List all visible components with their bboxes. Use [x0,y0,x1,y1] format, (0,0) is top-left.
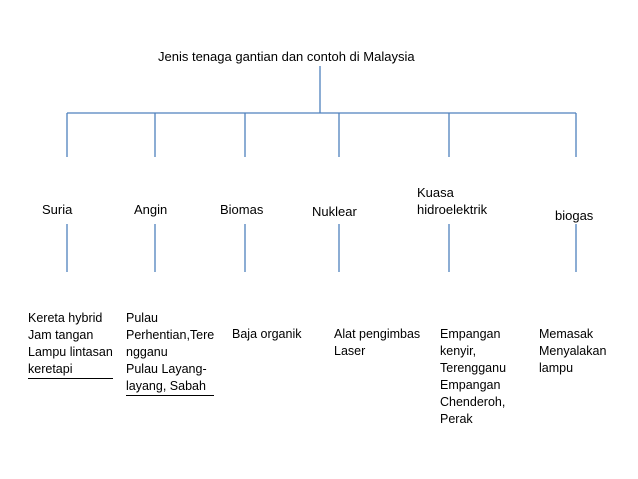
examples-suria-underlined-block: Kereta hybrid Jam tangan Lampu lintasan keretapi [28,310,113,379]
examples-angin-underlined-block: Pulau Perhentian,Tere ngganu Pulau Layang- layang, Sabah [126,310,214,396]
examples-kuasa-hidroelektrik: Empangan kenyir, Terengganu Empangan Chenderoh, Perak [440,327,507,426]
category-label-kuasa-hidroelektrik: Kuasa hidroelektrik [417,185,488,217]
category-label-angin: Angin [134,202,168,217]
examples-nuklear: Alat pengimbas Laser [334,327,421,358]
examples-biogas: Memasak Menyalakan lampu [539,327,607,375]
diagram-title: Jenis tenaga gantian dan contoh di Malaysia [158,49,415,64]
category-label-nuklear: Nuklear [312,204,357,219]
category-label-suria: Suria [42,202,73,217]
examples-suria [28,310,113,379]
category-label-biogas: biogas [555,208,594,223]
category-label-biomas: Biomas [220,202,264,217]
examples-angin [126,310,214,396]
examples-biomas: Baja organik [232,327,302,341]
